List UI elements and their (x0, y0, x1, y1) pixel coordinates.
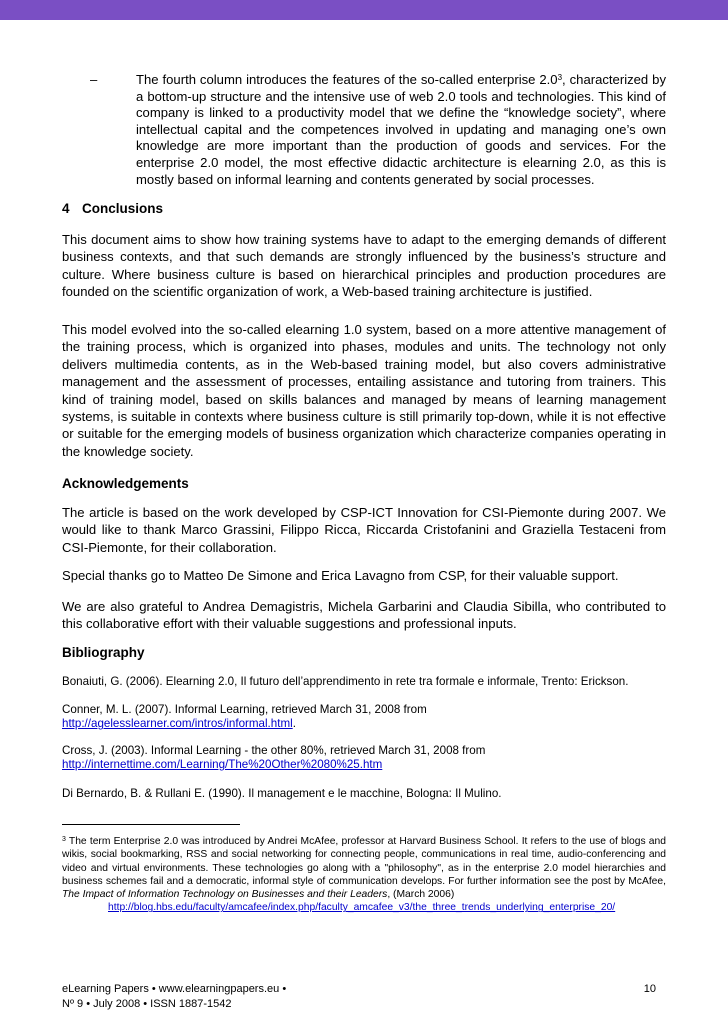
footer-line-1: eLearning Papers • www.elearningpapers.eu • (62, 983, 287, 995)
page-number: 10 (643, 983, 656, 995)
acknowledgements-paragraph-3: We are also grateful to Andrea Demagistris, Michela Garbarini and Claudia Sibilla, who contributed to this collaborative effort with their valuable suggestions and professional inputs. (62, 599, 666, 632)
bullet-text-part-c: , as this is mostly based on informal learning and contents generated by social processes. (136, 154, 666, 187)
section-title: Conclusions (82, 201, 164, 216)
bullet-text (136, 72, 666, 188)
acknowledgements-paragraph-1: The article is based on the work developed by CSP-ICT Innovation for CSI-Piemonte during 2007. We would like to thank Marco Grassini, Filippo Ricca, Riccarda Cristofanini and Graziella Testaceni from CSI-Piemonte, for their collaboration. (62, 505, 666, 555)
bibliography-entry-text: Conner, M. L. (2007). Informal Learning, retrieved March 31, 2008 from (62, 703, 427, 716)
footnote-marker: 3 (62, 836, 66, 843)
footnote-ref[interactable]: 3 (557, 73, 563, 82)
bibliography-link[interactable]: http://internettime.com/Learning/The%20Other%2080%25.htm (62, 758, 383, 772)
bibliography-entry (62, 744, 666, 772)
footnote-separator (62, 824, 240, 825)
footnote-link[interactable]: http://blog.hbs.edu/faculty/amcafee/index.php/faculty_amcafee_v3/the_three_trends_underlying_enterprise_20/ (108, 902, 616, 914)
acknowledgements-paragraph-2: Special thanks go to Matteo De Simone and Erica Lavagno from CSP, for their valuable support. (62, 568, 619, 583)
bibliography-link[interactable]: http://agelesslearner.com/intros/informal.html (62, 717, 293, 731)
footnote-text-part-b: , (March 2006) (387, 889, 455, 901)
section-heading-conclusions (62, 200, 163, 218)
term-enterprise: enterprise 2.0 (477, 72, 558, 87)
bibliography-entry (62, 675, 666, 689)
footnote-text-part-a: The term Enterprise 2.0 was introduced by Andrei McAfee, professor at Harvard Business School. It refers to the use of blogs and wikis, social bookmarking, RSS and social networking for connecting people, communications in real time, audio-conferencing and video and virtual environments. These technologies go along with a "philosophy", as in the enterprise 2.0 model hierarchies and business schemes fail and a democratic, informal style of communication develops. For further information see the post by McAfee, (62, 836, 666, 887)
bibliography-entry (62, 787, 666, 801)
page-footer (62, 982, 666, 1011)
conclusions-paragraph-2: This model evolved into the so-called elearning 1.0 system, based on a more attentive management of the training process, which is organized into phases, modules and units. The technology not only delivers multimedia contents, as in the Web-based training model, but also covers administrative management and the assessment of processes, entailing assistance and tutoring from trainers. This kind of training model, based on skills balances and managed by means of learning management systems, is suitable in contexts where business culture is still primarily top-down, while it is not effective or suitable for the emerging models of business organization which characterize companies operating in the knowledge society. (62, 322, 666, 459)
bibliography-entry-text: Cross, J. (2003). Informal Learning - the other 80%, retrieved March 31, 2008 from (62, 744, 486, 757)
section-number: 4 (62, 201, 70, 216)
conclusions-paragraph-1: This document aims to show how training systems have to adapt to the emerging demands of different business contexts, and that such demands are strongly influenced by the business’s structure and culture. Where business culture is based on hierarchical principles and production procedures are founded on the scientific organization of work, a Web-based training architecture is justified. (62, 232, 666, 300)
bibliography-entry-suffix: . (292, 717, 296, 731)
section-heading-bibliography: Bibliography (62, 645, 145, 660)
term-elearning: elearning 2.0 (522, 154, 601, 170)
footnote-italic-title: The Impact of Information Technology on Businesses and their Leaders (62, 889, 388, 901)
bibliography-entry-text: Bonaiuti, G. (2006). Elearning 2.0, Il futuro dell’apprendimento in rete tra formale e informale, Trento: Erickson. (62, 675, 629, 688)
header-color-bar (0, 0, 728, 20)
footnote (62, 835, 666, 915)
section-heading-acknowledgements: Acknowledgements (62, 476, 189, 491)
bullet-item (90, 72, 666, 188)
bibliography-entry-text: Di Bernardo, B. & Rullani E. (1990). Il management e le macchine, Bologna: Il Mulino. (62, 787, 502, 800)
bibliography-entry (62, 703, 666, 731)
footer-line-2: Nº 9 • July 2008 • ISSN 1887-1542 (62, 997, 232, 1010)
bullet-text-part-a: The fourth column introduces the features of the so-called (136, 72, 478, 87)
bullet-text-part-b: , characterized by a bottom-up structure and the intensive use of web 2.0 tools and technologies. This kind of company is linked to a productivity model that we define the “knowledge society”, where intellectual capital and the competences involved in updating and managing one’s own knowledge are more important than the production of goods and services. For the enterprise 2.0 model, the most effective didactic architecture is (136, 72, 666, 170)
bullet-dash: – (90, 72, 98, 87)
